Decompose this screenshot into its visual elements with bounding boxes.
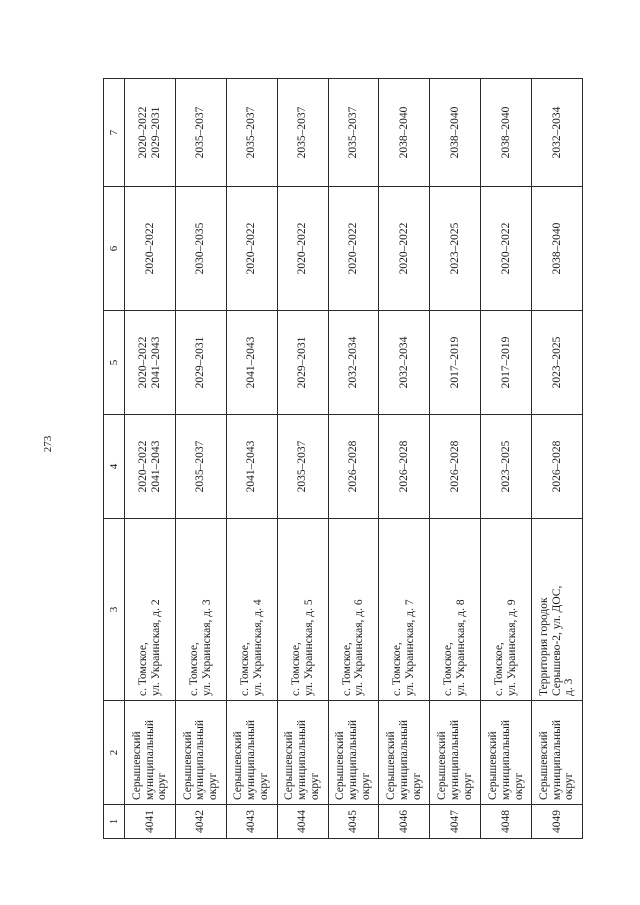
address-cell [532, 519, 583, 701]
period-cell [125, 415, 176, 519]
cell-line: 2020–2022 [137, 106, 150, 159]
period-cell [125, 311, 176, 415]
district-cell [175, 701, 226, 805]
period-cell [430, 311, 481, 415]
cell-line: 2038–2040 [397, 106, 410, 159]
column-header: 2 [104, 701, 125, 805]
table-row [379, 79, 430, 839]
row-number: 4045 [328, 805, 379, 839]
period-cell [328, 415, 379, 519]
page-number: 273 [42, 435, 54, 453]
address-cell [226, 519, 277, 701]
column-header: 1 [104, 805, 125, 839]
period-cell [481, 311, 532, 415]
district-cell [481, 701, 532, 805]
cell-line: ул. Украинская, д. 2 [149, 599, 162, 696]
cell-line: Серышевский [537, 731, 550, 800]
cell-line: округ [359, 772, 372, 800]
cell-line: 2020–2022 [347, 222, 359, 275]
row-number: 4049 [532, 805, 583, 839]
period-cell [532, 311, 583, 415]
row-number: 4043 [226, 805, 277, 839]
cell-line: 2023–2025 [550, 336, 563, 389]
cell-line: округ [563, 772, 576, 800]
period-cell [277, 415, 328, 519]
district-cell [430, 701, 481, 805]
cell-line: муниципальный [296, 719, 309, 800]
cell-line: с. Томское, [391, 642, 404, 696]
row-number: 4046 [379, 805, 430, 839]
cell-line: 2032–2034 [347, 336, 359, 389]
period-cell [481, 187, 532, 311]
cell-line: округ [207, 772, 220, 800]
row-number: 4041 [125, 805, 176, 839]
period-cell [226, 311, 277, 415]
period-cell [277, 79, 328, 187]
table-row [481, 79, 532, 839]
cell-line: 2026–2028 [397, 440, 410, 493]
cell-line: ул. Украинская, д. 8 [455, 599, 468, 696]
column-header: 5 [104, 311, 125, 415]
cell-line: округ [410, 772, 423, 800]
address-cell [125, 519, 176, 701]
cell-line: 2017–2019 [448, 336, 461, 389]
cell-line: 2041–2043 [149, 440, 162, 493]
cell-line: ул. Украинская, д. 3 [200, 599, 213, 696]
cell-line: 2020–2022 [397, 222, 410, 275]
period-cell [481, 415, 532, 519]
district-cell [226, 701, 277, 805]
table-row [175, 79, 226, 839]
cell-line: 2026–2028 [550, 440, 563, 493]
period-cell [379, 311, 430, 415]
column-header: 6 [104, 187, 125, 311]
table-container [103, 79, 583, 839]
cell-line: Серышевский [283, 731, 296, 800]
table-row [125, 79, 176, 839]
period-cell [532, 79, 583, 187]
cell-line: с. Томское, [187, 642, 200, 696]
cell-line: 2020–2022 [137, 336, 150, 389]
district-cell [532, 701, 583, 805]
period-cell [175, 187, 226, 311]
cell-line: 2029–2031 [149, 106, 162, 159]
data-table [103, 78, 583, 839]
cell-line: 2020–2022 [296, 222, 309, 275]
column-header: 4 [104, 415, 125, 519]
cell-line: 2035–2037 [245, 106, 258, 159]
cell-line: с. Томское, [340, 642, 353, 696]
row-number: 4044 [277, 805, 328, 839]
cell-line: 2038–2040 [448, 106, 461, 159]
cell-line: ул. Украинская, д. 7 [404, 599, 417, 696]
address-cell [328, 519, 379, 701]
period-cell [481, 79, 532, 187]
cell-line: Серышевский [334, 731, 347, 800]
period-cell [226, 79, 277, 187]
cell-line: с. Томское, [493, 642, 506, 696]
row-number: 4047 [430, 805, 481, 839]
district-cell [125, 701, 176, 805]
cell-line: 2026–2028 [448, 440, 461, 493]
cell-line: 2032–2034 [397, 336, 410, 389]
cell-line: округ [156, 772, 169, 800]
cell-line: 2041–2043 [149, 336, 162, 389]
cell-line: округ [309, 772, 321, 800]
table-row [532, 79, 583, 839]
cell-line: муниципальный [143, 719, 156, 800]
period-cell [277, 311, 328, 415]
column-header: 7 [104, 79, 125, 187]
table-row [430, 79, 481, 839]
period-cell [175, 79, 226, 187]
table-row [277, 79, 328, 839]
cell-line: муниципальный [347, 719, 359, 800]
cell-line: муниципальный [397, 719, 410, 800]
period-cell [277, 187, 328, 311]
cell-line: 2030–2035 [194, 222, 207, 275]
cell-line: 2038–2040 [550, 222, 563, 275]
cell-line: Серышевский [435, 731, 448, 800]
cell-line: 2023–2025 [499, 440, 512, 493]
cell-line: ул. Украинская, д. 4 [251, 599, 264, 696]
cell-line: ул. Украинская, д. 5 [302, 599, 315, 696]
cell-line: 2020–2022 [143, 222, 156, 275]
cell-line: ул. Украинская, д. 9 [506, 599, 519, 696]
period-cell [175, 415, 226, 519]
cell-line: округ [258, 772, 271, 800]
cell-line: 2038–2040 [499, 106, 512, 159]
period-cell [175, 311, 226, 415]
cell-line: ул. Украинская, д. 6 [353, 599, 366, 696]
cell-line: 2020–2022 [137, 440, 150, 493]
cell-line: 2023–2025 [448, 222, 461, 275]
period-cell [125, 187, 176, 311]
period-cell [430, 79, 481, 187]
address-cell [481, 519, 532, 701]
period-cell [379, 415, 430, 519]
period-cell [379, 79, 430, 187]
cell-line: 2020–2022 [499, 222, 512, 275]
period-cell [328, 187, 379, 311]
period-cell [125, 79, 176, 187]
period-cell [226, 187, 277, 311]
period-cell [226, 415, 277, 519]
cell-line: с. Томское, [442, 642, 455, 696]
cell-line: Территория городок [537, 597, 550, 696]
cell-line: 2032–2034 [550, 106, 563, 159]
table-row [328, 79, 379, 839]
period-cell [430, 415, 481, 519]
cell-line: 2017–2019 [499, 336, 512, 389]
cell-line: 2041–2043 [245, 440, 258, 493]
table-body [125, 79, 583, 839]
cell-line: Серышевский [232, 731, 245, 800]
period-cell [328, 311, 379, 415]
address-cell [277, 519, 328, 701]
row-number: 4042 [175, 805, 226, 839]
cell-line: Серышевский [181, 731, 194, 800]
cell-line: 2041–2043 [245, 336, 258, 389]
cell-line: Серышевский [486, 731, 499, 800]
cell-line: муниципальный [245, 719, 258, 800]
cell-line: 2035–2037 [347, 106, 359, 159]
cell-line: муниципальный [194, 719, 207, 800]
cell-line: муниципальный [550, 719, 563, 800]
cell-line: муниципальный [448, 719, 461, 800]
cell-line: 2029–2031 [296, 336, 309, 389]
district-cell [277, 701, 328, 805]
cell-line: с. Томское, [289, 642, 302, 696]
address-cell [430, 519, 481, 701]
cell-line: с. Томское, [137, 642, 150, 696]
cell-line: 2026–2028 [347, 440, 359, 493]
period-cell [532, 415, 583, 519]
cell-line: округ [512, 772, 525, 800]
district-cell [379, 701, 430, 805]
cell-line: д. 3 [563, 678, 576, 696]
cell-line: 2035–2037 [194, 440, 207, 493]
address-cell [175, 519, 226, 701]
period-cell [532, 187, 583, 311]
cell-line: 2035–2037 [296, 440, 309, 493]
period-cell [430, 187, 481, 311]
column-header: 3 [104, 519, 125, 701]
cell-line: с. Томское, [238, 642, 251, 696]
district-cell [328, 701, 379, 805]
cell-line: Серышево-2, ул. ДОС, [550, 585, 563, 696]
cell-line: округ [461, 772, 474, 800]
cell-line: муниципальный [499, 719, 512, 800]
address-cell [379, 519, 430, 701]
cell-line: Серышевский [385, 731, 397, 800]
cell-line: 2035–2037 [296, 106, 309, 159]
cell-line: Серышевский [130, 731, 143, 800]
header-row [104, 79, 125, 839]
cell-line: 2029–2031 [194, 336, 207, 389]
table-row [226, 79, 277, 839]
cell-line: 2035–2037 [194, 106, 207, 159]
period-cell [328, 79, 379, 187]
period-cell [379, 187, 430, 311]
row-number: 4048 [481, 805, 532, 839]
cell-line: 2020–2022 [245, 222, 258, 275]
